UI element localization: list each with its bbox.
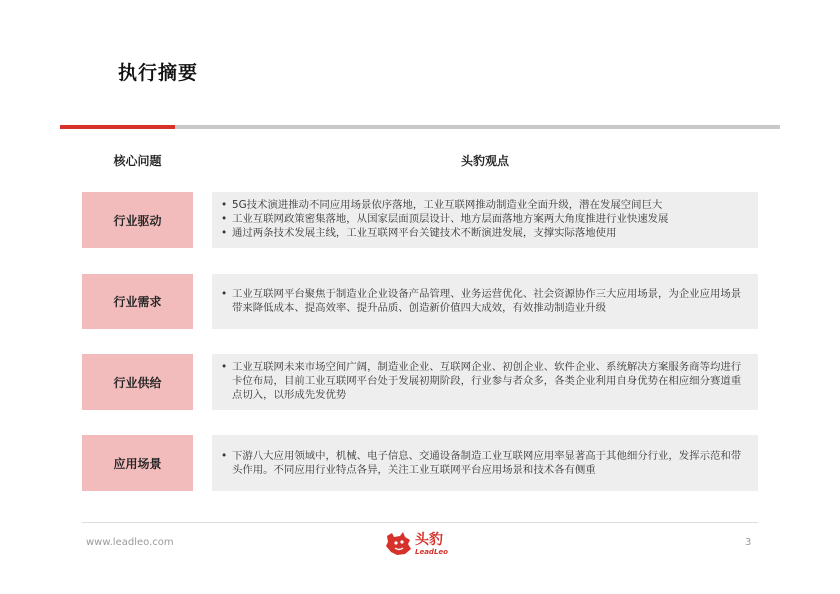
page-number: 3 xyxy=(745,537,752,548)
leadleo-logo xyxy=(383,527,463,561)
row-label-driver: 行业驱动 xyxy=(82,192,193,248)
bullet-list xyxy=(218,198,748,240)
column-header-view: 头豹观点 xyxy=(460,154,509,168)
title-divider-accent xyxy=(60,125,175,129)
row-content-scenario xyxy=(212,435,758,491)
footer-url: www.leadleo.com xyxy=(86,537,174,548)
bullet-item: • 工业互联网平台聚焦于制造业企业设备产品管理、业务运营优化、社会资源协作三大应用场景，为企业应用场景带来降低成本、提高效率、提升品质、创造新价值四大成效，有效推动制造业升级 xyxy=(218,287,748,315)
footer-divider xyxy=(82,522,758,523)
row-label-scenario: 应用场景 xyxy=(82,435,193,491)
page-title: 执行摘要 xyxy=(118,62,199,84)
logo-text-en: LeadLeo xyxy=(415,547,448,556)
logo-text-cn: 头豹 xyxy=(415,531,443,548)
bullet-item: • 通过两条技术发展主线，工业互联网平台关键技术不断演进发展，支撑实际落地使用 xyxy=(218,226,748,240)
summary-row-demand xyxy=(82,274,758,329)
row-content-demand xyxy=(212,274,758,329)
column-header-issue: 核心问题 xyxy=(113,154,162,168)
bullet-list xyxy=(218,449,748,477)
bullet-item: • 下游八大应用领域中，机械、电子信息、交通设备制造工业互联网应用率显著高于其他细分行业，发挥示范和带头作用。不同应用行业特点各异，关注工业互联网平台应用场景和技术各有侧重 xyxy=(218,449,748,477)
bullet-item: • 5G技术演进推动不同应用场景依序落地，工业互联网推动制造业全面升级，潜在发展空间巨大 xyxy=(218,198,748,212)
summary-row-driver xyxy=(82,192,758,248)
leopard-icon xyxy=(383,530,413,558)
row-label-supply: 行业供给 xyxy=(82,354,193,410)
summary-row-supply xyxy=(82,354,758,410)
row-content-driver xyxy=(212,192,758,248)
bullet-list xyxy=(218,287,748,315)
summary-row-scenario xyxy=(82,435,758,491)
bullet-item: • 工业互联网政策密集落地，从国家层面顶层设计、地方层面落地方案两大角度推进行业快速发展 xyxy=(218,212,748,226)
bullet-item: • 工业互联网未来市场空间广阔，制造业企业、互联网企业、初创企业、软件企业、系统解决方案服务商等均进行卡位布局，目前工业互联网平台处于发展初期阶段，行业参与者众多，各类企业利用自身优势在相应细分赛道重点切入，以形成先发优势 xyxy=(218,360,748,402)
row-content-supply xyxy=(212,354,758,410)
bullet-list xyxy=(218,360,748,402)
row-label-demand: 行业需求 xyxy=(82,274,193,329)
